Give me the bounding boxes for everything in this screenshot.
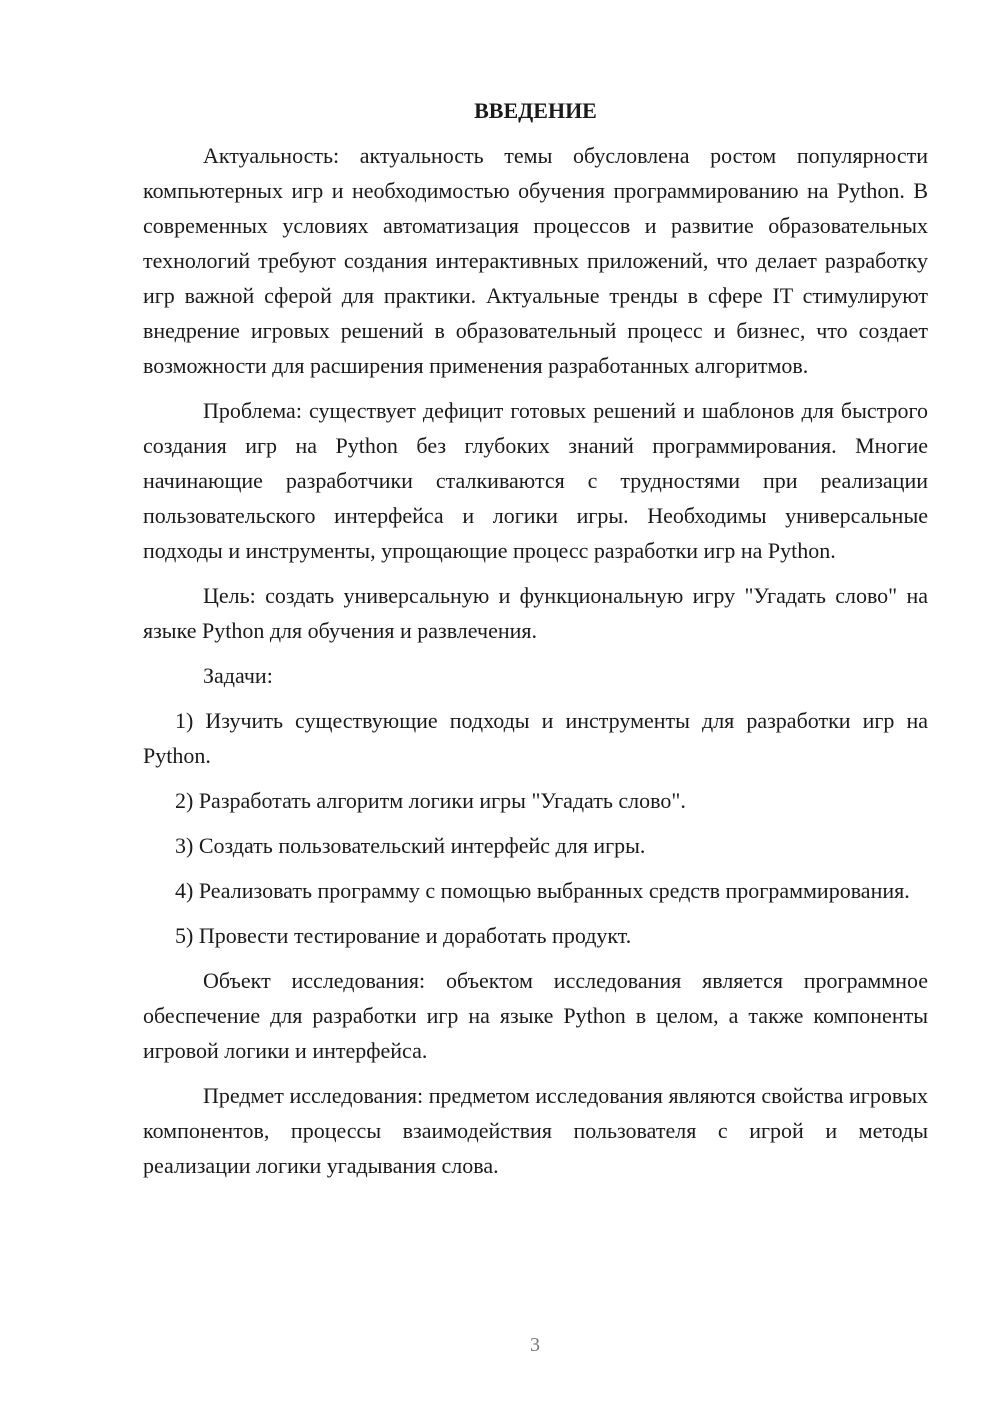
tasks-heading: Задачи: <box>203 663 273 688</box>
paragraph-subject: Предмет исследования: предметом исследования являются свойства игровых компонентов, процессы взаимодействия пользователя с игрой и методы реализации логики угадывания слова. <box>143 1083 928 1178</box>
task-item-2: 2) Разработать алгоритм логики игры "Угадать слово". <box>175 788 686 813</box>
paragraph-problem: Проблема: существует дефицит готовых решений и шаблонов для быстрого создания игр на Python без глубоких знаний программирования. Многие начинающие разработчики сталкиваются с трудностями при реализации пользовательского интерфейса и логики игры. Необходимы универсальные подходы и инструменты, упрощающие процесс разработки игр на Python. <box>143 398 928 563</box>
section-title: ВВЕДЕНИЕ <box>474 98 597 123</box>
paragraph-relevance: Актуальность: актуальность темы обусловлена ростом популярности компьютерных игр и необходимостью обучения программированию на Python. В современных условиях автоматизация процессов и развитие образовательных технологий требуют создания интерактивных приложений, что делает разработку игр важной сферой для практики. Актуальные тренды в сфере IT стимулируют внедрение игровых решений в образовательный процесс и бизнес, что создает возможности для расширения применения разработанных алгоритмов. <box>143 143 928 378</box>
document-page <box>143 96 928 1193</box>
paragraph-goal: Цель: создать универсальную и функциональную игру "Угадать слово" на языке Python для обучения и развлечения. <box>143 583 928 643</box>
paragraph-object: Объект исследования: объектом исследования является программное обеспечение для разработки игр на языке Python в целом, а также компоненты игровой логики и интерфейса. <box>143 968 928 1063</box>
task-item-3: 3) Создать пользовательский интерфейс для игры. <box>175 833 646 858</box>
task-item-4: 4) Реализовать программу с помощью выбранных средств программирования. <box>175 878 910 903</box>
task-item-1: 1) Изучить существующие подходы и инструменты для разработки игр на Python. <box>143 708 928 768</box>
task-item-5: 5) Провести тестирование и доработать продукт. <box>175 923 632 948</box>
page-number: 3 <box>530 1334 540 1356</box>
